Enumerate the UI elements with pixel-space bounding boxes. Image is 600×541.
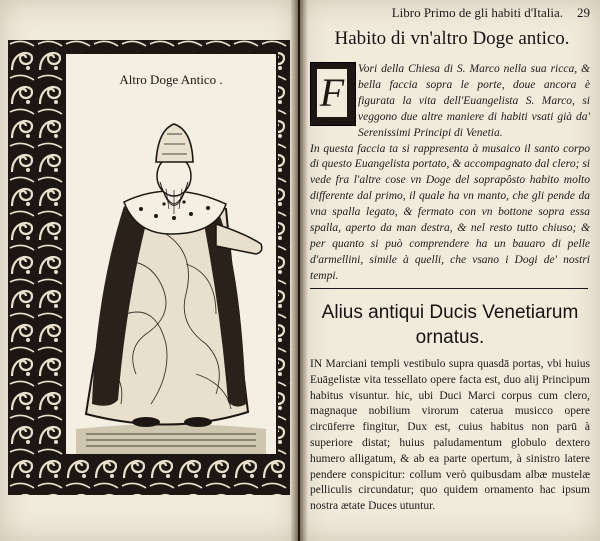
doge-figure-illustration: [66, 84, 276, 454]
latin-title-line-2: ornatus.: [415, 327, 485, 348]
right-page: [300, 0, 600, 541]
latin-title: [310, 300, 590, 350]
left-page: [0, 0, 298, 541]
running-title: Libro Primo de gli habiti d'Italia.: [391, 5, 563, 20]
woodcut-border-frame: [8, 40, 290, 495]
book-gutter: [290, 0, 308, 541]
illustration-panel: [64, 52, 278, 456]
section-title: Habito di vn'altro Doge antico.: [334, 28, 570, 49]
initial-letter: F: [317, 69, 347, 117]
italian-body-text: [310, 62, 590, 285]
latin-body-text: IN Marciani templi vestibulo supra quasdā portas, vbi huius Euāgelistæ vita tessellato opere facta est, duo alij Principum habitus visuntur. hic, ubi Duci Marci corpus cum clero, magnaque nobilium virorum caterua musicco opere circūferre fingitur, Dux est, cuius habitus non parū à superiore distat; huius paludamentum globulo dextero humero alligatum, & ab ea parte opertum, à sinistro latere pendere conspicitur: collum verò quibusdam albæ mustelæ pelliculis circundatur; quo quidem ornamento hac ipsum nostra ætate Duces utuntur.: [310, 358, 590, 513]
section-divider: [310, 288, 588, 289]
italian-paragraph-continuation: In questa faccia ta si rappresenta à musaico il santo corpo di questo Euangelista portato, & accompagnato dal clero; si vede fra l'altre cose vn Doge del soprapôsto habito molto differente dal primo, il quale ha vn manto, che gli pende da vna spalla legato, & fermato con vn bottone sopra essa spalla, aperto da man destra, & nel resto tutto chiuso; & per quanto si può comprendere ha un bauaro di pelle d'armellini, simile à quelli, che vsano i Dogi de' nostri tempi.: [310, 142, 590, 282]
page-number: 29: [577, 5, 590, 20]
running-header: [312, 5, 590, 21]
italian-paragraph-opening: Vori della Chiesa di S. Marco nella sua ricca, & bella faccia sopra le porte, doue ancora è figurata la vita dell'Euangelista S. Marco, si veggono due altre maniere di habiti vsati già da' Serenissimi Principi di Venetia.: [358, 63, 590, 139]
latin-title-line-1: Alius antiqui Ducis Venetiarum: [321, 302, 579, 323]
figure-caption: Altro Doge Antico .: [119, 72, 223, 87]
